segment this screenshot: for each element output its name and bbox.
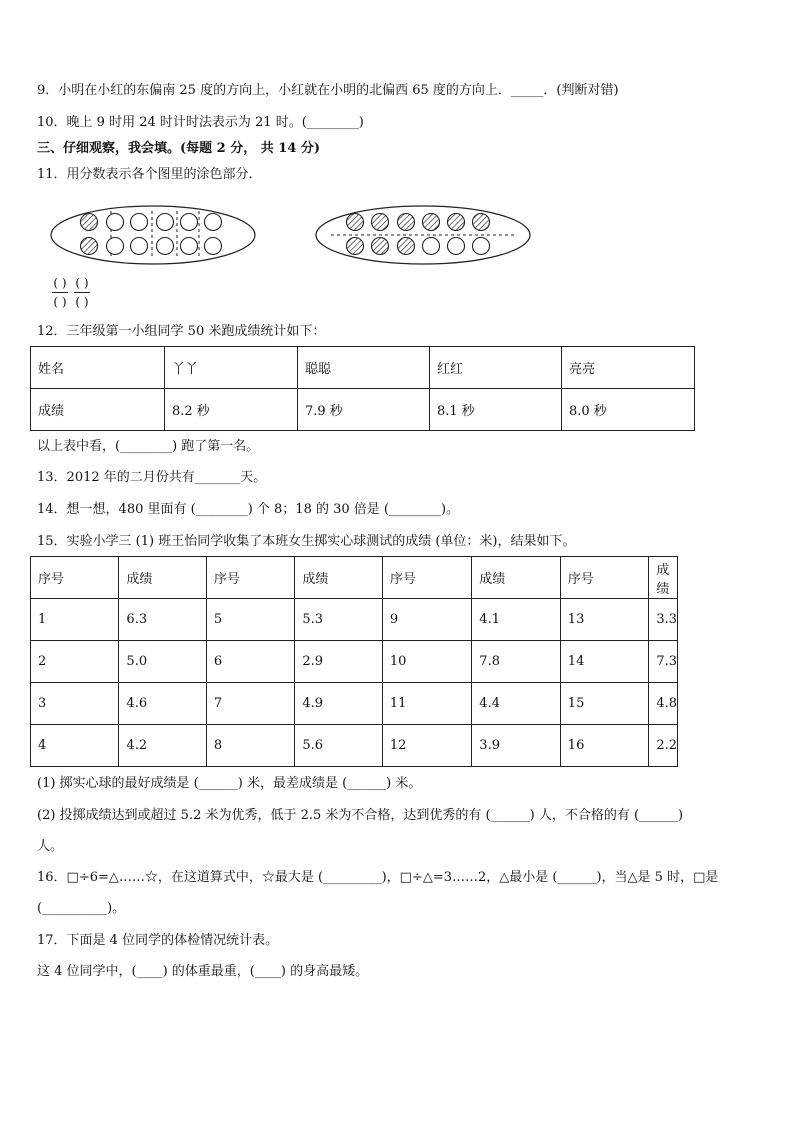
table-cell: 5.0 bbox=[119, 641, 207, 683]
question-16: 16．□÷6=△……☆，在这道算式中，☆最大是 (_________)，□÷△=3……2，△最小是 (______)，当△是 5 时，□是 bbox=[37, 870, 719, 885]
table-row bbox=[31, 389, 695, 431]
table-cell: 4.1 bbox=[472, 599, 561, 641]
table-cell: 9 bbox=[382, 599, 471, 641]
table-row bbox=[31, 347, 695, 389]
shaded-circle bbox=[398, 214, 415, 231]
circle-figure-2 bbox=[313, 203, 535, 267]
table-cell: 成绩 bbox=[472, 557, 561, 599]
table-cell: 2 bbox=[31, 641, 119, 683]
shaded-circle bbox=[347, 214, 364, 231]
table-cell: 4.4 bbox=[472, 683, 561, 725]
question-16-cont: (__________)。 bbox=[37, 901, 126, 916]
empty-circle bbox=[205, 214, 222, 231]
table-cell: 4.2 bbox=[119, 725, 207, 767]
table-cell: 5 bbox=[206, 599, 294, 641]
table-cell: 5.6 bbox=[295, 725, 383, 767]
fraction-blank-1: ( ) ( ) bbox=[53, 276, 67, 309]
question-15: 15．实验小学三 (1) 班王怡同学收集了本班女生掷实心球测试的成绩 (单位：米)，结果如下。 bbox=[37, 534, 576, 549]
table-cell: 16 bbox=[560, 725, 649, 767]
question-12: 12．三年级第一小组同学 50 米跑成绩统计如下： bbox=[37, 324, 326, 339]
shaded-circle bbox=[81, 238, 98, 255]
table-cell: 2.9 bbox=[295, 641, 383, 683]
table-cell: 红红 bbox=[430, 347, 562, 389]
table-cell: 成绩 bbox=[649, 557, 678, 599]
table-cell: 4 bbox=[31, 725, 119, 767]
shaded-circle bbox=[81, 214, 98, 231]
table-cell: 15 bbox=[560, 683, 649, 725]
question-15-part-1: (1) 掷实心球的最好成绩是 (______) 米，最差成绩是 (______) 米。 bbox=[37, 776, 422, 791]
shaded-circle bbox=[372, 238, 389, 255]
question-15-part-2-cont: 人。 bbox=[37, 839, 64, 854]
question-10: 10．晚上 9 时用 24 时计时法表示为 21 时。(________) bbox=[37, 115, 364, 130]
table-50m-results bbox=[30, 346, 695, 431]
empty-circle bbox=[107, 238, 124, 255]
table-cell: 5.3 bbox=[295, 599, 383, 641]
empty-circle bbox=[107, 214, 124, 231]
shaded-circle bbox=[423, 214, 440, 231]
table-cell: 6 bbox=[206, 641, 294, 683]
table-cell: 2.2 bbox=[649, 725, 678, 767]
table-cell: 10 bbox=[382, 641, 471, 683]
section-3-heading: 三、仔细观察，我会填。(每题 2 分， 共 14 分) bbox=[37, 141, 321, 156]
empty-circle bbox=[157, 214, 174, 231]
shaded-circle bbox=[448, 214, 465, 231]
table-shotput-results bbox=[30, 556, 678, 767]
question-15-part-2: (2) 投掷成绩达到或超过 5.2 米为优秀，低于 2.5 米为不合格，达到优秀的有 (______) 人，不合格的有 (______) bbox=[37, 808, 684, 823]
question-9: 9．小明在小红的东偏南 25 度的方向上，小红就在小明的北偏西 65 度的方向上．_____．(判断对错) bbox=[37, 83, 619, 98]
table-cell: 3.9 bbox=[472, 725, 561, 767]
table-cell: 8.2 秒 bbox=[165, 389, 298, 431]
table-cell: 4.9 bbox=[295, 683, 383, 725]
shaded-circle bbox=[398, 238, 415, 255]
table-cell: 7.9 秒 bbox=[298, 389, 430, 431]
table-cell: 7 bbox=[206, 683, 294, 725]
empty-circle bbox=[131, 238, 148, 255]
table-cell: 7.3 bbox=[649, 641, 678, 683]
empty-circle bbox=[473, 238, 490, 255]
empty-circle bbox=[205, 238, 222, 255]
table-row bbox=[31, 599, 678, 641]
table-row bbox=[31, 725, 678, 767]
table-cell: 4.8 bbox=[649, 683, 678, 725]
fraction-blank-2: ( ) ( ) bbox=[75, 276, 89, 309]
table-cell: 丫丫 bbox=[165, 347, 298, 389]
table-cell: 8 bbox=[206, 725, 294, 767]
table-cell: 3.3 bbox=[649, 599, 678, 641]
table-cell: 4.6 bbox=[119, 683, 207, 725]
shaded-circle bbox=[473, 214, 490, 231]
question-17: 17．下面是 4 位同学的体检情况统计表。 bbox=[37, 933, 279, 948]
table-cell: 成绩 bbox=[119, 557, 207, 599]
table-cell: 3 bbox=[31, 683, 119, 725]
table-cell: 12 bbox=[382, 725, 471, 767]
table-cell: 序号 bbox=[382, 557, 471, 599]
table-cell: 序号 bbox=[206, 557, 294, 599]
table-cell: 序号 bbox=[560, 557, 649, 599]
table-cell: 聪聪 bbox=[298, 347, 430, 389]
shaded-circle bbox=[372, 214, 389, 231]
empty-circle bbox=[181, 238, 198, 255]
table-cell: 姓名 bbox=[31, 347, 165, 389]
table-cell: 13 bbox=[560, 599, 649, 641]
table-cell: 11 bbox=[382, 683, 471, 725]
table-cell: 6.3 bbox=[119, 599, 207, 641]
table-cell: 8.1 秒 bbox=[430, 389, 562, 431]
table-cell: 成绩 bbox=[31, 389, 165, 431]
shaded-circle bbox=[347, 238, 364, 255]
empty-circle bbox=[181, 214, 198, 231]
table-cell: 成绩 bbox=[295, 557, 383, 599]
question-17-answer: 这 4 位同学中，(____) 的体重最重，(____) 的身高最矮。 bbox=[37, 964, 369, 979]
circle-figure-1 bbox=[48, 203, 258, 267]
question-12-answer: 以上表中看，(________) 跑了第一名。 bbox=[37, 439, 260, 454]
table-row bbox=[31, 683, 678, 725]
empty-circle bbox=[423, 238, 440, 255]
table-cell: 14 bbox=[560, 641, 649, 683]
table-cell: 8.0 秒 bbox=[562, 389, 695, 431]
empty-circle bbox=[131, 214, 148, 231]
empty-circle bbox=[448, 238, 465, 255]
question-13: 13．2012 年的二月份共有_______天。 bbox=[37, 470, 267, 485]
table-cell: 1 bbox=[31, 599, 119, 641]
table-row bbox=[31, 557, 678, 599]
empty-circle bbox=[157, 238, 174, 255]
table-cell: 亮亮 bbox=[562, 347, 695, 389]
question-14: 14．想一想，480 里面有 (________) 个 8；18 的 30 倍是 (________)。 bbox=[37, 502, 460, 517]
question-11: 11．用分数表示各个图里的涂色部分． bbox=[37, 167, 262, 182]
table-cell: 序号 bbox=[31, 557, 119, 599]
table-row bbox=[31, 641, 678, 683]
table-cell: 7.8 bbox=[472, 641, 561, 683]
